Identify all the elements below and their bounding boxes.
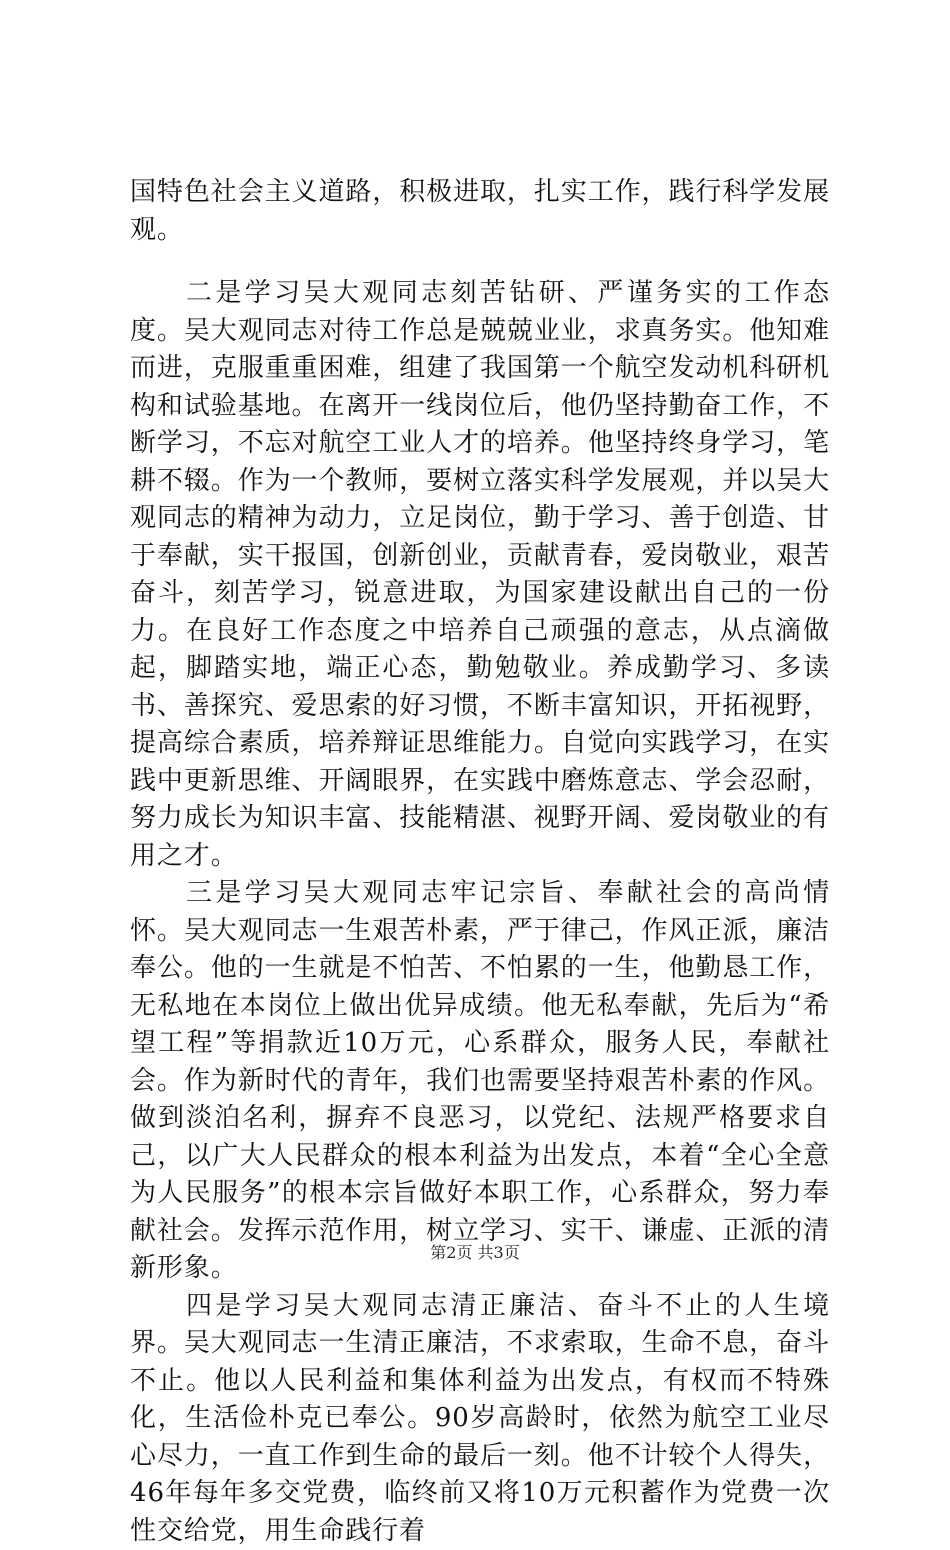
paragraph-point-four: 四是学习吴大观同志清正廉洁、奋斗不止的人生境界。吴大观同志一生清正廉洁，不求索取，生命不息，奋斗不止。他以人民利益和集体利益为出发点，有权而不特殊化，生活俭朴克已奉公。90岁高龄时，依然为航空工业尽心尽力，一直工作到生命的最后一刻。他不计较个人得失，46年每年多交党费，临终前又将10万元积蓄作为党费一次性交给党，用生命践行着 [130, 1288, 830, 1550]
paragraph-continuation: 国特色社会主义道路，积极进取，扎实工作，践行科学发展观。 [130, 174, 830, 249]
page-number-footer: 第2页 共3页 [0, 1243, 950, 1263]
paragraph-point-two: 二是学习吴大观同志刻苦钻研、严谨务实的工作态度。吴大观同志对待工作总是兢兢业业，求真务实。他知难而进，克服重重困难，组建了我国第一个航空发动机科研机构和试验基地。在离开一线岗位后，他仍坚持勤奋工作，不断学习，不忘对航空工业人才的培养。他坚持终身学习，笔耕不辍。作为一个教师，要树立落实科学发展观，并以吴大观同志的精神为动力，立足岗位，勤于学习、善于创造、甘于奉献，实干报国，创新创业，贡献青春，爱岗敬业，艰苦奋斗，刻苦学习，锐意进取，为国家建设献出自己的一份力。在良好工作态度之中培养自己顽强的意志，从点滴做起，脚踏实地，端正心态，勤勉敬业。养成勤学习、多读书、善探究、爱思索的好习惯，不断丰富知识，开拓视野，提高综合素质，培养辩证思维能力。自觉向实践学习，在实践中更新思维、开阔眼界，在实践中磨炼意志、学会忍耐，努力成长为知识丰富、技能精湛、视野开阔、爱岗敬业的有用之才。 [130, 275, 830, 875]
paragraph-point-three: 三是学习吴大观同志牢记宗旨、奉献社会的高尚情怀。吴大观同志一生艰苦朴素，严于律己，作风正派，廉洁奉公。他的一生就是不怕苦、不怕累的一生，他勤恳工作，无私地在本岗位上做出优异成绩。他无私奉献，先后为“希望工程”等捐款近10万元，心系群众，服务人民，奉献社会。作为新时代的青年，我们也需要坚持艰苦朴素的作风。做到淡泊名利，摒弃不良恶习，以党纪、法规严格要求自己，以广大人民群众的根本利益为出发点，本着“全心全意为人民服务”的根本宗旨做好本职工作，心系群众，努力奉献社会。发挥示范作用，树立学习、实干、谦虚、正派的清新形象。 [130, 875, 830, 1288]
